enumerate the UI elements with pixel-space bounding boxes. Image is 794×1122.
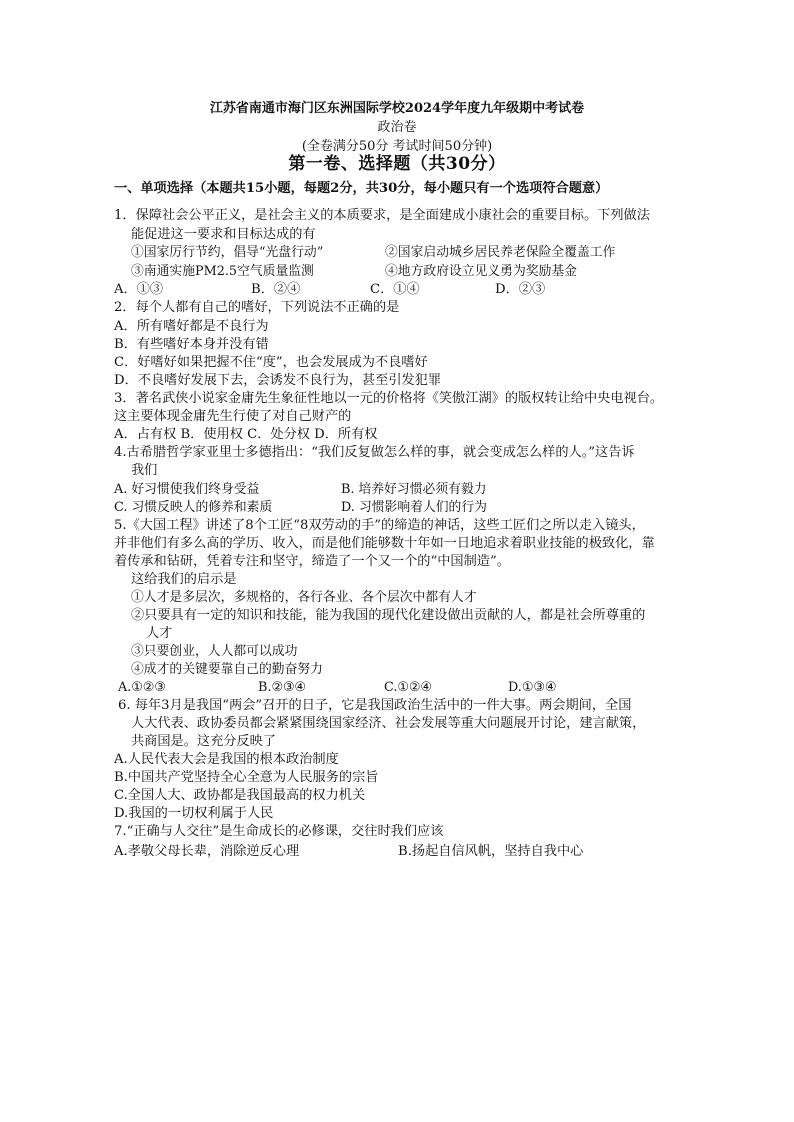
q5-option-a: A.①②③: [118, 680, 166, 695]
exam-title: 江苏省南通市海门区东洲国际学校2024学年度九年级期中考试卷: [209, 101, 585, 116]
q4-option-c: C. 习惯反映人的修养和素质: [114, 500, 273, 515]
q5-option-b: B.②③④: [258, 680, 306, 695]
q5-statement-2-cont: 人才: [146, 626, 173, 641]
score-time-info: (全卷满分50分 考试时间50分钟): [301, 139, 493, 154]
question-6-stem: 6. 每年3月是我国“两会”召开的日子，它是我国政治生活中的一件大事。两会期间，全国: [118, 698, 632, 713]
volume-title: 第一卷、选择题（共30分）: [288, 154, 506, 174]
question-5-stem-cont-1: 并非他们有多么高的学历、收入，而是他们能够数十年如一日地追求着职业技能的极致化，靠: [114, 536, 655, 551]
q1-statement-3: ③南通实施PM2.5空气质量监测: [131, 264, 314, 279]
q5-option-c: C.①②④: [384, 680, 432, 695]
q7-option-a: A.孝敬父母长辈，消除逆反心理: [114, 844, 300, 859]
q4-option-b: B. 培养好习惯必须有毅力: [341, 482, 487, 497]
q1-option-b: B．②④: [251, 282, 301, 297]
q2-option-d: D．不良嗜好发展下去，会诱发不良行为，甚至引发犯罪: [114, 373, 442, 388]
question-2-stem: 2．每个人都有自己的嗜好，下列说法不正确的是: [114, 300, 400, 315]
question-4-stem: 4.古希腊哲学家亚里士多德指出：“我们反复做怎么样的事，就会变成怎么样的人。”这告诉: [114, 445, 635, 460]
q4-option-a: A. 好习惯使我们终身受益: [114, 482, 260, 497]
q3-options: A．占有权 B．使用权 C．处分权 D．所有权: [114, 427, 378, 442]
q6-option-c: C.全国人大、政协都是我国最高的权力机关: [114, 788, 366, 803]
section-heading: 一、单项选择（本题共15小题，每题2分，共30分，每小题只有一个选项符合题意）: [114, 181, 609, 196]
question-4-stem-cont: 我们: [131, 463, 158, 478]
q1-option-c: C．①④: [370, 282, 420, 297]
q2-option-c: C．好嗜好如果把握不住“度”，也会发展成为不良嗜好: [114, 355, 428, 370]
q1-statement-2: ②国家启动城乡居民养老保险全覆盖工作: [385, 245, 616, 260]
q1-option-d: D．②③: [495, 282, 546, 297]
subject-title: 政治卷: [377, 120, 417, 135]
q2-option-b: B．有些嗜好本身并没有错: [114, 337, 269, 352]
question-1-stem-cont: 能促进这一要求和目标达成的有: [131, 227, 316, 242]
q1-statement-1: ①国家厉行节约，倡导“光盘行动”: [131, 245, 324, 260]
q2-option-a: A．所有嗜好都是不良行为: [114, 319, 269, 334]
q6-option-a: A.人民代表大会是我国的根本政治制度: [114, 752, 339, 767]
q6-option-d: D.我国的一切权利属于人民: [114, 806, 274, 821]
question-5-stem: 5.《大国工程》讲述了8个工匠“8双劳动的手”的缔造的神话，这些工匠们之所以走入镜头，: [114, 518, 645, 533]
question-6-stem-cont-2: 共商国是。这充分反映了: [131, 734, 277, 749]
q5-statement-4: ④成才的关键要靠自己的勤奋努力: [131, 662, 323, 677]
q5-statement-1: ①人才是多层次，多规格的，各行各业、各个层次中都有人才: [131, 590, 477, 605]
q1-statement-4: ④地方政府设立见义勇为奖励基金: [385, 264, 577, 279]
q4-option-d: D. 习惯影响着人们的行为: [341, 500, 487, 515]
question-7-stem: 7.“正确与人交往”是生命成长的必修课，交往时我们应该: [114, 824, 444, 839]
q5-statement-3: ③只要创业，人人都可以成功: [131, 644, 298, 659]
question-3-stem: 3．著名武侠小说家金庸先生象征性地以一元的价格将《笑傲江湖》的版权转让给中央电视台。: [114, 391, 664, 406]
q6-option-b: B.中国共产党坚持全心全意为人民服务的宗旨: [114, 770, 379, 785]
q7-option-b: B.扬起自信风帆，坚持自我中心: [398, 844, 584, 859]
q5-statement-2: ②只要具有一定的知识和技能，能为我国的现代化建设做出贡献的人，都是社会所尊重的: [131, 608, 646, 623]
question-5-stem-cont-2: 着传承和钻研，凭着专注和坚守，缔造了一个又一个的“中国制造”。: [114, 554, 510, 569]
question-3-stem-cont: 这主要体现金庸先生行使了对自己财产的: [114, 409, 352, 424]
q5-option-d: D.①③④: [508, 680, 557, 695]
question-1-stem: 1．保障社会公平正义，是社会主义的本质要求，是全面建成小康社会的重要目标。下列做法: [114, 208, 650, 223]
question-6-stem-cont-1: 人大代表、政协委员都会紧紧围绕国家经济、社会发展等重大问题展开讨论，建言献策，: [131, 716, 646, 731]
q1-option-a: A．①③: [114, 282, 164, 297]
question-5-stem-cont-3: 这给我们的启示是: [131, 572, 237, 587]
